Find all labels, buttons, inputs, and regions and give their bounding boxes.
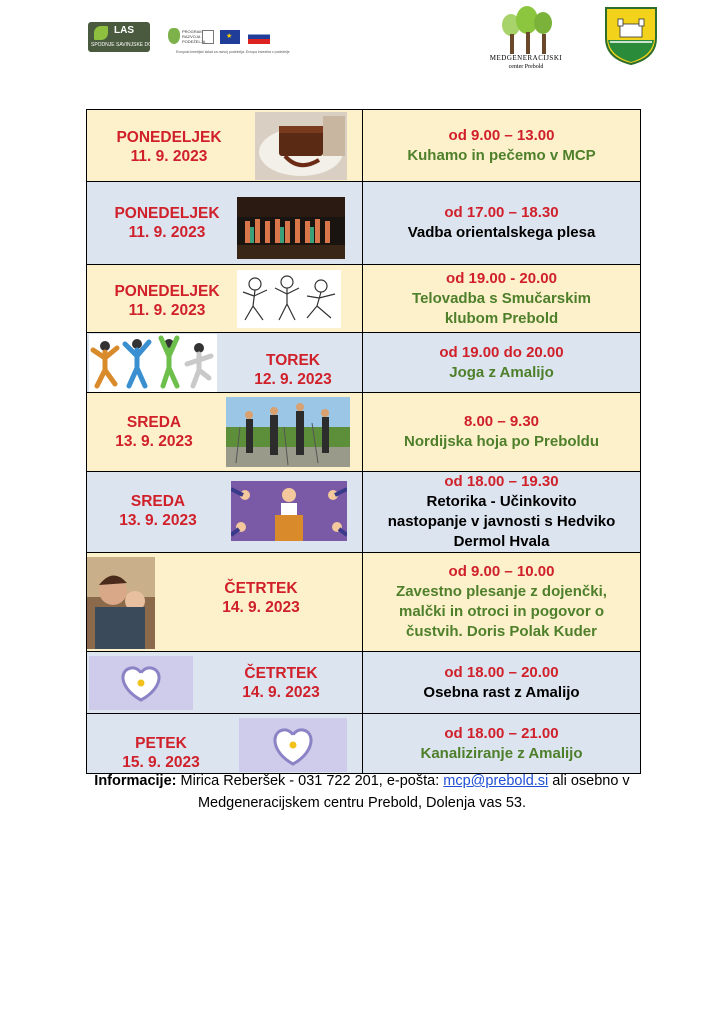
day-name: PONEDELJEK [116, 129, 222, 146]
activity-line: Joga z Amalijo [449, 363, 554, 381]
mcp-logo [484, 6, 568, 72]
email-link[interactable]: mcp@prebold.si [443, 773, 549, 789]
activity-cell [363, 393, 641, 472]
schedule-row [87, 182, 641, 265]
slovenia-flag-icon [248, 30, 270, 44]
day-date: 11. 9. 2023 [128, 302, 206, 319]
info-label: Informacije: [94, 773, 177, 789]
day-name: PONEDELJEK [114, 283, 220, 300]
program-logos [168, 28, 290, 58]
day-date: 15. 9. 2023 [122, 754, 200, 771]
trees-icon [502, 6, 552, 54]
day-cell [87, 714, 363, 774]
day-name: SREDA [130, 493, 186, 510]
cake-photo-icon [255, 112, 347, 180]
activity-line: malčki in otroci in pogovor o [398, 603, 605, 620]
day-cell [87, 265, 363, 333]
activity-cell [363, 265, 641, 333]
eu-flag-icon [220, 30, 240, 44]
contact-info [0, 770, 724, 814]
mcp-name-line2: center Prebold [508, 64, 544, 70]
day-cell [87, 333, 363, 393]
program-caption: Evropski kmetijski sklad za razvoj podeželja: Evropa investira v podeželje [176, 50, 290, 54]
activity-line: klubom Prebold [444, 309, 559, 327]
day-date: 13. 9. 2023 [115, 433, 193, 450]
program-label: PROGRAM RAZVOJA PODEŽELJA [182, 29, 206, 44]
exercise-sketch-icon [237, 270, 341, 328]
schedule-row [87, 553, 641, 652]
time-range: od 17.00 – 18.30 [444, 204, 559, 221]
schedule-table [86, 109, 641, 774]
activity-cell [363, 110, 641, 182]
time-range: od 18.00 – 20.00 [444, 663, 559, 681]
activity-line: Kuhamo in pečemo v MCP [407, 146, 596, 164]
las-title: LAS [114, 25, 134, 36]
day-date: 12. 9. 2023 [254, 371, 332, 388]
time-range: od 9.00 – 13.00 [448, 126, 555, 144]
day-date: 14. 9. 2023 [242, 684, 320, 701]
dance-stage-photo-icon [237, 197, 345, 259]
activity-cell [363, 333, 641, 393]
activity-line: nastopanje v javnosti s Hedviko [387, 513, 616, 530]
header-logos [0, 0, 724, 90]
schedule-row [87, 333, 641, 393]
contact-line-2: Medgeneracijskem centru Prebold, Dolenja vas 53. [197, 795, 527, 811]
activity-line: Retorika - Učinkovito [426, 493, 577, 510]
day-date: 13. 9. 2023 [119, 512, 197, 529]
activity-line: Dermol Hvala [453, 533, 550, 550]
day-date: 11. 9. 2023 [130, 148, 208, 165]
leaf-icon [94, 26, 108, 40]
activity-line: Kanaliziranje z Amalijo [420, 744, 583, 762]
nordic-walking-photo-icon [226, 397, 350, 467]
time-range: 8.00 – 9.30 [463, 413, 540, 430]
prebold-coat-of-arms-icon [604, 6, 658, 66]
day-name: PETEK [135, 735, 187, 752]
time-range: od 19.00 do 20.00 [439, 343, 564, 361]
day-name: PONEDELJEK [114, 205, 220, 222]
heart-flower-icon [89, 656, 193, 710]
activity-cell [363, 652, 641, 714]
schedule-row [87, 110, 641, 182]
day-cell [87, 393, 363, 472]
day-date: 14. 9. 2023 [222, 599, 300, 616]
schedule-row [87, 714, 641, 774]
time-range: od 19.00 - 20.00 [446, 269, 557, 287]
contact-line-1 [0, 770, 724, 792]
time-range: od 18.00 – 19.30 [444, 473, 559, 490]
time-range: od 18.00 – 21.00 [444, 724, 559, 742]
activity-line: Nordijska hoja po Preboldu [403, 433, 600, 450]
day-cell [87, 553, 363, 652]
schedule-row [87, 652, 641, 714]
day-cell [87, 472, 363, 553]
heart-flower-icon [239, 718, 347, 772]
activity-line: Telovadba s Smučarskim [412, 289, 591, 307]
las-logo [88, 22, 164, 52]
day-date: 11. 9. 2023 [128, 224, 206, 241]
activity-cell [363, 714, 641, 774]
info-text: Mirica Reberšek - 031 722 201, e-pošta: [180, 773, 440, 789]
schedule-row [87, 265, 641, 333]
day-name: ČETRTEK [244, 665, 318, 682]
day-name: ČETRTEK [224, 580, 298, 597]
activity-line: Vadba orientalskega plesa [407, 224, 596, 241]
ministry-logo [202, 30, 214, 44]
day-name: TOREK [266, 352, 320, 369]
activity-cell [363, 182, 641, 265]
schedule-row [87, 472, 641, 553]
day-cell [87, 182, 363, 265]
speaker-podium-icon [231, 481, 347, 541]
activity-line: čustvih. Doris Polak Kuder [406, 623, 597, 640]
mcp-name-line1: MEDGENERACIJSKI [489, 54, 563, 62]
yoga-figures-icon [89, 334, 217, 392]
day-cell [87, 110, 363, 182]
program-leaf-icon [168, 28, 180, 44]
time-range: od 9.00 – 10.00 [448, 563, 555, 580]
activity-line: Osebna rast z Amalijo [423, 683, 580, 701]
activity-cell [363, 472, 641, 553]
info-text-after: ali osebno v [552, 773, 630, 789]
day-name: SREDA [126, 414, 182, 431]
activity-cell [363, 553, 641, 652]
schedule-row [87, 393, 641, 472]
activity-line: Zavestno plesanje z dojenčki, [396, 583, 607, 600]
las-subtitle: SPODNJE SAVINJSKE DOLINE [91, 42, 164, 48]
day-cell [87, 652, 363, 714]
mother-child-photo-icon [87, 557, 155, 649]
